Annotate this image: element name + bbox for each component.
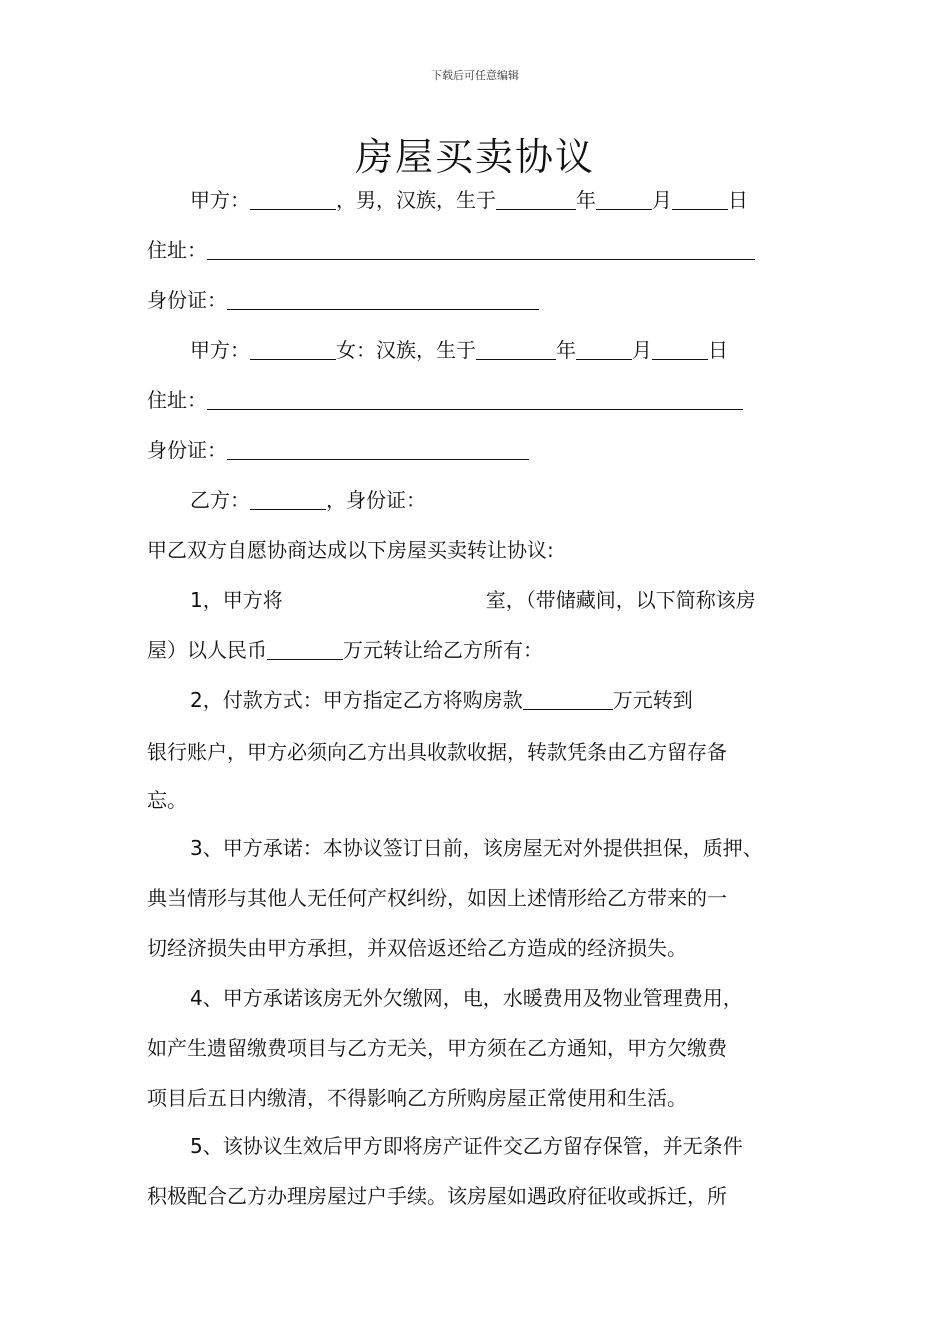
clause1-line2b: 万元转让给乙方所有：: [343, 638, 543, 662]
party-a1-gender-ethnic: ，男，汉族，生于: [336, 188, 496, 212]
party-a2-line: [190, 336, 728, 364]
clause1-price-blank[interactable]: [267, 639, 343, 660]
clause1-line2a: 屋）以人民币: [147, 638, 267, 662]
party-a2-id-label: 身份证：: [147, 438, 227, 462]
party-b-id-label: ，身份证：: [326, 488, 426, 512]
party-a2-year-label: 年: [556, 338, 576, 362]
party-a1-month-blank[interactable]: [596, 189, 652, 210]
clause2-part1: 2，付款方式：甲方指定乙方将购房款: [190, 688, 523, 712]
party-a2-day-label: 日: [708, 338, 728, 362]
party-a2-address-line: [147, 386, 743, 414]
clause5-line1: 5、该协议生效后甲方即将房产证件交乙方留存保管，并无条件: [190, 1134, 743, 1158]
clause2-part2: 万元转到: [612, 688, 693, 712]
party-a1-name-blank[interactable]: [250, 189, 336, 210]
party-a2-label: 甲方：: [190, 338, 250, 362]
clause4-line3: 项目后五日内缴清，不得影响乙方所购房屋正常使用和生活。: [147, 1086, 687, 1110]
party-a1-address-label: 住址：: [147, 238, 207, 262]
party-a1-month-label: 月: [652, 188, 672, 212]
party-a1-id-label: 身份证：: [147, 288, 227, 312]
party-a1-address-blank[interactable]: [207, 239, 755, 260]
party-a2-day-blank[interactable]: [652, 339, 708, 360]
party-a2-month-blank[interactable]: [576, 339, 632, 360]
party-a1-year-blank[interactable]: [496, 189, 576, 210]
party-a2-address-blank[interactable]: [207, 389, 743, 410]
party-a2-name-blank[interactable]: [250, 339, 336, 360]
clause3-line1: 3、甲方承诺：本协议签订日前，该房屋无对外提供担保，质押、: [190, 836, 763, 860]
clause3-line2: 典当情形与其他人无任何产权纠纷，如因上述情形给乙方带来的一: [147, 886, 727, 910]
party-a1-day-label: 日: [728, 188, 748, 212]
party-b-label: 乙方：: [190, 488, 250, 512]
party-a1-day-blank[interactable]: [672, 189, 728, 210]
party-a1-address-line: [147, 236, 755, 264]
party-a2-address-label: 住址：: [147, 388, 207, 412]
party-a1-id-line: [147, 286, 539, 314]
party-a2-gender-ethnic: 女：汉族，生于: [336, 338, 476, 362]
clause2-line1: [190, 686, 693, 714]
clause1-part2: 室，（带储藏间，以下简称该房: [485, 588, 756, 612]
clause4-line2: 如产生遗留缴费项目与乙方无关，甲方须在乙方通知，甲方欠缴费: [147, 1036, 727, 1060]
party-a2-month-label: 月: [632, 338, 652, 362]
clause1-line2: [147, 636, 543, 664]
clause1-line1: [190, 586, 756, 614]
party-a1-line: [190, 186, 748, 214]
clause4-line1: 4、甲方承诺该房无外欠缴网，电，水暖费用及物业管理费用，: [190, 986, 743, 1010]
clause3-line3: 切经济损失由甲方承担，并双倍返还给乙方造成的经济损失。: [147, 936, 687, 960]
clause5-line2: 积极配合乙方办理房屋过户手续。该房屋如遇政府征收或拆迁，所: [147, 1184, 727, 1208]
party-a1-year-label: 年: [576, 188, 596, 212]
party-a2-year-blank[interactable]: [476, 339, 556, 360]
party-a1-id-blank[interactable]: [227, 289, 539, 310]
party-b-name-blank[interactable]: [250, 489, 326, 510]
party-a2-id-line: [147, 436, 529, 464]
clause2-amount-blank[interactable]: [523, 689, 613, 710]
clause1-part1: 1，甲方将: [190, 588, 283, 612]
party-a2-id-blank[interactable]: [227, 439, 529, 460]
page-header-note: 下载后可任意编辑: [431, 69, 519, 82]
clause2-line3: 忘。: [147, 788, 187, 812]
intro-paragraph: 甲乙双方自愿协商达成以下房屋买卖转让协议:: [147, 538, 554, 562]
party-b-line: [190, 486, 426, 514]
party-a1-label: 甲方：: [190, 188, 250, 212]
document-title: 房屋买卖协议: [354, 135, 595, 179]
clause2-line2: 银行账户，甲方必须向乙方出具收款收据，转款凭条由乙方留存备: [147, 740, 727, 764]
